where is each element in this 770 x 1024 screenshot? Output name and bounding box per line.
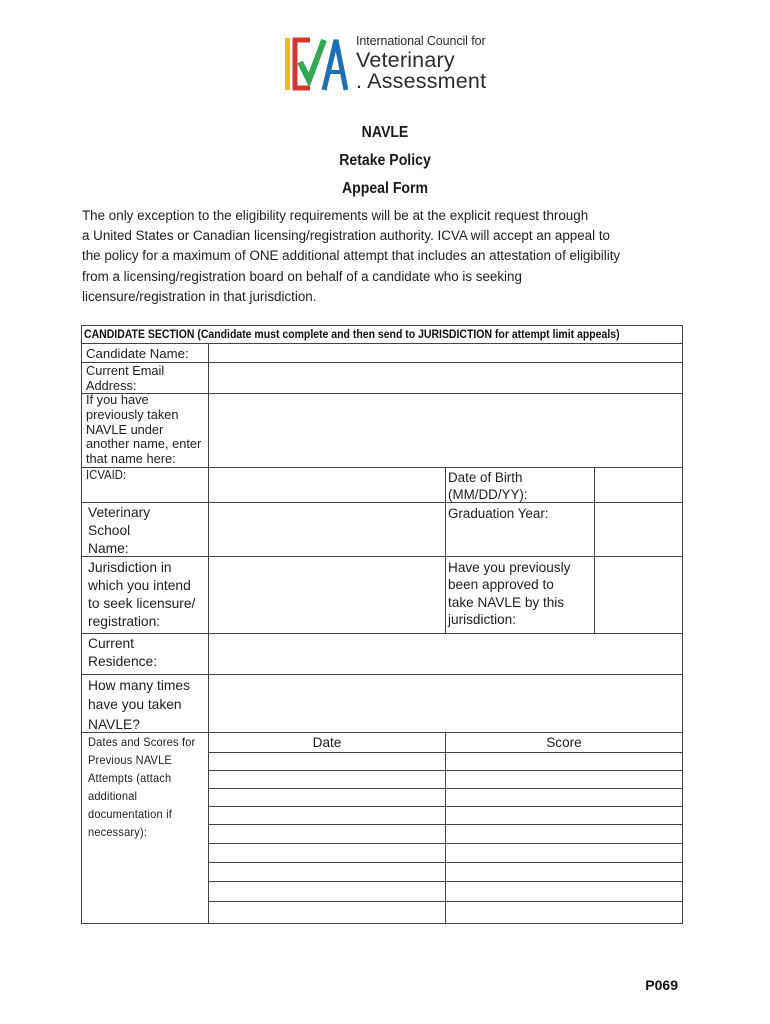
previous-name-label-line: previously taken [86,406,179,422]
attempt-score-field[interactable] [445,752,683,771]
attempt-score-field[interactable] [445,788,683,807]
email-label-line: Address: [86,378,137,393]
jurisdiction-field[interactable] [208,556,446,634]
attempt-date-field[interactable] [208,824,446,844]
intro-paragraph [82,206,684,307]
graduation-year-field[interactable] [594,502,683,557]
logo-line-3: . Assessment [356,69,487,93]
icva-logo-mark-icon [284,36,348,92]
logo-text [356,35,486,93]
jurisdiction-label [88,559,195,631]
vet-school-label-line: Name: [88,541,129,556]
jurisdiction-label-line: to seek licensure/ [88,596,196,611]
vet-school-field[interactable] [208,502,446,557]
jurisdiction-label-line: Jurisdiction in [88,560,172,575]
residence-label-line: Current [88,636,135,651]
title-navle: NAVLE [361,124,409,141]
attempt-date-field[interactable] [208,752,446,771]
email-label [86,363,164,393]
times-taken-field[interactable] [208,674,683,733]
intro-line: the policy for a maximum of ONE additional attempt that includes an attestation of eligibility [82,248,621,264]
previous-attempts-label-line: documentation if [88,807,172,821]
approved-field[interactable] [594,556,683,634]
residence-label [88,635,157,671]
score-column-header: Score [546,735,582,750]
attempt-score-field[interactable] [445,843,683,863]
vet-school-label [88,504,150,558]
approved-label [448,559,570,629]
previous-attempts-label-line: Dates and Scores for [88,735,196,749]
intro-line: a United States or Canadian licensing/registration authority. ICVA will accept an appeal to [82,228,610,244]
times-taken-label [88,676,190,734]
times-taken-label-line: How many times [88,678,190,693]
attempt-score-field[interactable] [445,824,683,844]
jurisdiction-label-line: registration: [88,614,161,629]
previous-attempts-label-line: additional [88,789,138,803]
attempt-date-field[interactable] [208,843,446,863]
title-appeal-form: Appeal Form [341,180,429,197]
logo-line-2: Veterinary [356,47,455,72]
previous-name-label-line: If you have [86,392,149,407]
attempt-score-field[interactable] [445,770,683,789]
date-column-header: Date [312,735,342,750]
vet-school-label-line: Veterinary [88,505,151,520]
icvaid-field[interactable] [208,467,446,503]
times-taken-label-line: NAVLE? [88,716,140,732]
attempt-score-field[interactable] [445,881,683,902]
intro-line: The only exception to the eligibility requirements will be at the explicit request through [82,208,589,223]
email-label-line: Current Email [86,363,165,378]
approved-label-line: jurisdiction: [448,612,516,628]
candidate-name-label: Candidate Name: [86,346,189,361]
email-field[interactable] [208,362,683,394]
previous-name-field[interactable] [208,393,683,468]
previous-attempts-label-line: Attempts (attach [88,771,172,785]
attempt-score-field[interactable] [445,806,683,825]
intro-line: from a licensing/registration board on behalf of a candidate who is seeking [82,268,522,284]
dob-label-line: Date of Birth [448,470,523,485]
attempt-date-field[interactable] [208,806,446,825]
previous-attempts-label-line: Previous NAVLE [88,753,172,767]
section-header: CANDIDATE SECTION (Candidate must complete and then send to JURISDICTION for attempt limit appeals) [84,327,620,341]
approved-label-line: Have you previously [448,560,571,575]
attempt-date-field[interactable] [208,862,446,882]
attempt-date-field[interactable] [208,788,446,807]
title-retake-policy: Retake Policy [339,152,431,169]
attempt-date-field[interactable] [208,901,446,924]
previous-attempts-label [88,733,195,841]
icvaid-label: ICVAID: [86,468,127,482]
residence-label-line: Residence: [88,654,158,669]
dob-field[interactable] [594,467,683,503]
attempt-date-field[interactable] [208,770,446,789]
approved-label-line: take NAVLE by this [448,594,565,610]
previous-name-label-line: another name, enter [86,436,202,452]
page-code: P069 [645,977,678,993]
attempt-date-field[interactable] [208,881,446,902]
previous-name-label [86,393,201,467]
attempt-score-field[interactable] [445,862,683,882]
logo-line-1: International Council for [356,34,486,48]
icva-logo [284,33,494,95]
intro-line: licensure/registration in that jurisdiction. [82,288,317,304]
times-taken-label-line: have you taken [88,697,182,713]
previous-name-label-line: that name here: [86,451,176,467]
previous-attempts-label-line: necessary): [88,825,148,839]
attempt-score-field[interactable] [445,901,683,924]
previous-name-label-line: NAVLE under [86,421,164,437]
dob-label-line: (MM/DD/YY): [448,487,528,502]
approved-label-line: been approved to [448,577,554,593]
candidate-name-field[interactable] [208,343,683,363]
graduation-year-label: Graduation Year: [448,506,549,521]
residence-field[interactable] [208,633,683,675]
dob-label [448,469,528,503]
vet-school-label-line: School [88,523,131,538]
jurisdiction-label-line: which you intend [88,578,191,593]
